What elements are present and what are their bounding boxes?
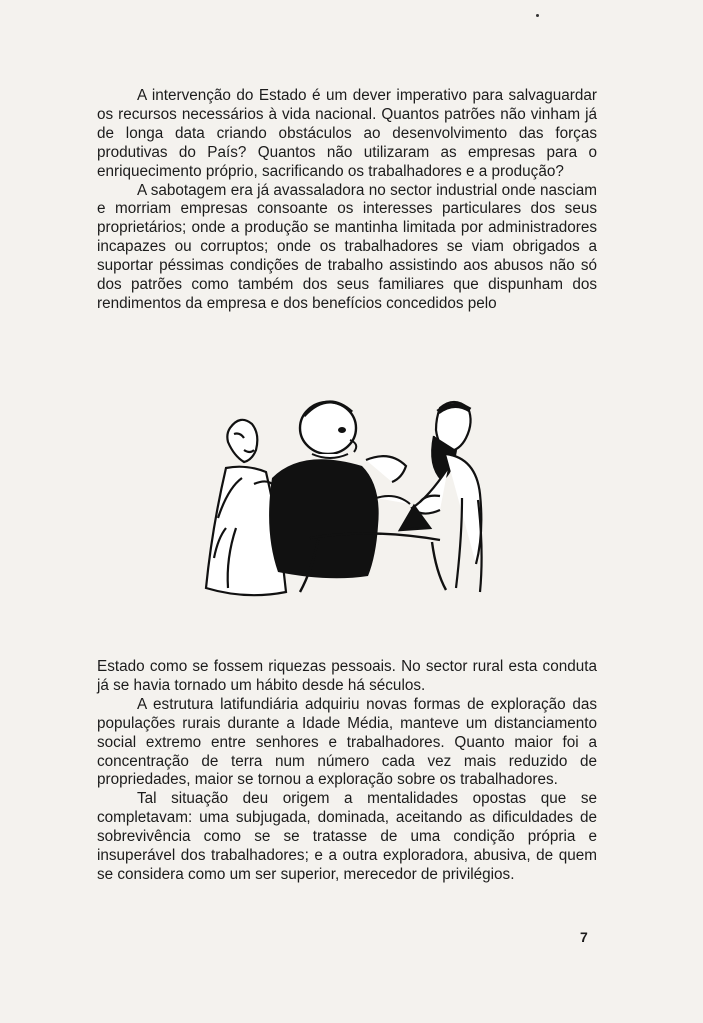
text-block-bottom [97,658,597,885]
text-block-top [97,87,597,314]
paragraph: A sabotagem era já avassaladora no sector industrial onde nasciam e morriam empresas consoante os interesses particulares dos seus proprietários; onde a produção se mantinha limitada por administradores incapazes ou corruptos; onde os trabalhadores se viam obrigados a suportar péssimas condições de trabalho assistindo aos abusos não só dos patrões como também dos seus familiares que dispunham dos rendimentos da empresa e dos benefícios concedidos pelo [97,181,597,312]
paragraph: Tal situação deu origem a mentalidades opostas que se completavam: uma subjugada, dominada, aceitando as dificuldades de sobrevivência como se se tratasse de uma condição própria e insuperável dos trabalhadores; e a outra exploradora, abusiva, de quem se considera como um ser superior, merecedor de privilégios. [97,790,597,883]
paragraph: Estado como se fossem riquezas pessoais. No sector rural esta conduta já se havia tornado um hábito desde há séculos. [97,658,597,694]
page-number: 7 [580,929,588,945]
paragraph: A intervenção do Estado é um dever imperativo para salvaguardar os recursos necessários à vida nacional. Quantos patrões não vinham já de longa data criando obstáculos ao desenvolvimento das forças produtivas do País? Quantos não utilizaram as empresas para o enriquecimento próprio, sacrificando os trabalhadores e a produção? [97,87,597,180]
cartoon-worker [412,402,482,592]
ink-speck [536,14,539,17]
paragraph: A estrutura latifundiária adquiriu novas formas de exploração das populações rurais durante a Idade Média, manteve um distanciamento social extremo entre senhores e trabalhadores. Quanto maior foi a concentração de terra num número cada vez mais reduzido de propriedades, maior se tornou a exploração sobre os trabalhadores. [97,695,597,789]
cartoon-boss [269,402,410,578]
cartoon-illustration [200,388,500,598]
